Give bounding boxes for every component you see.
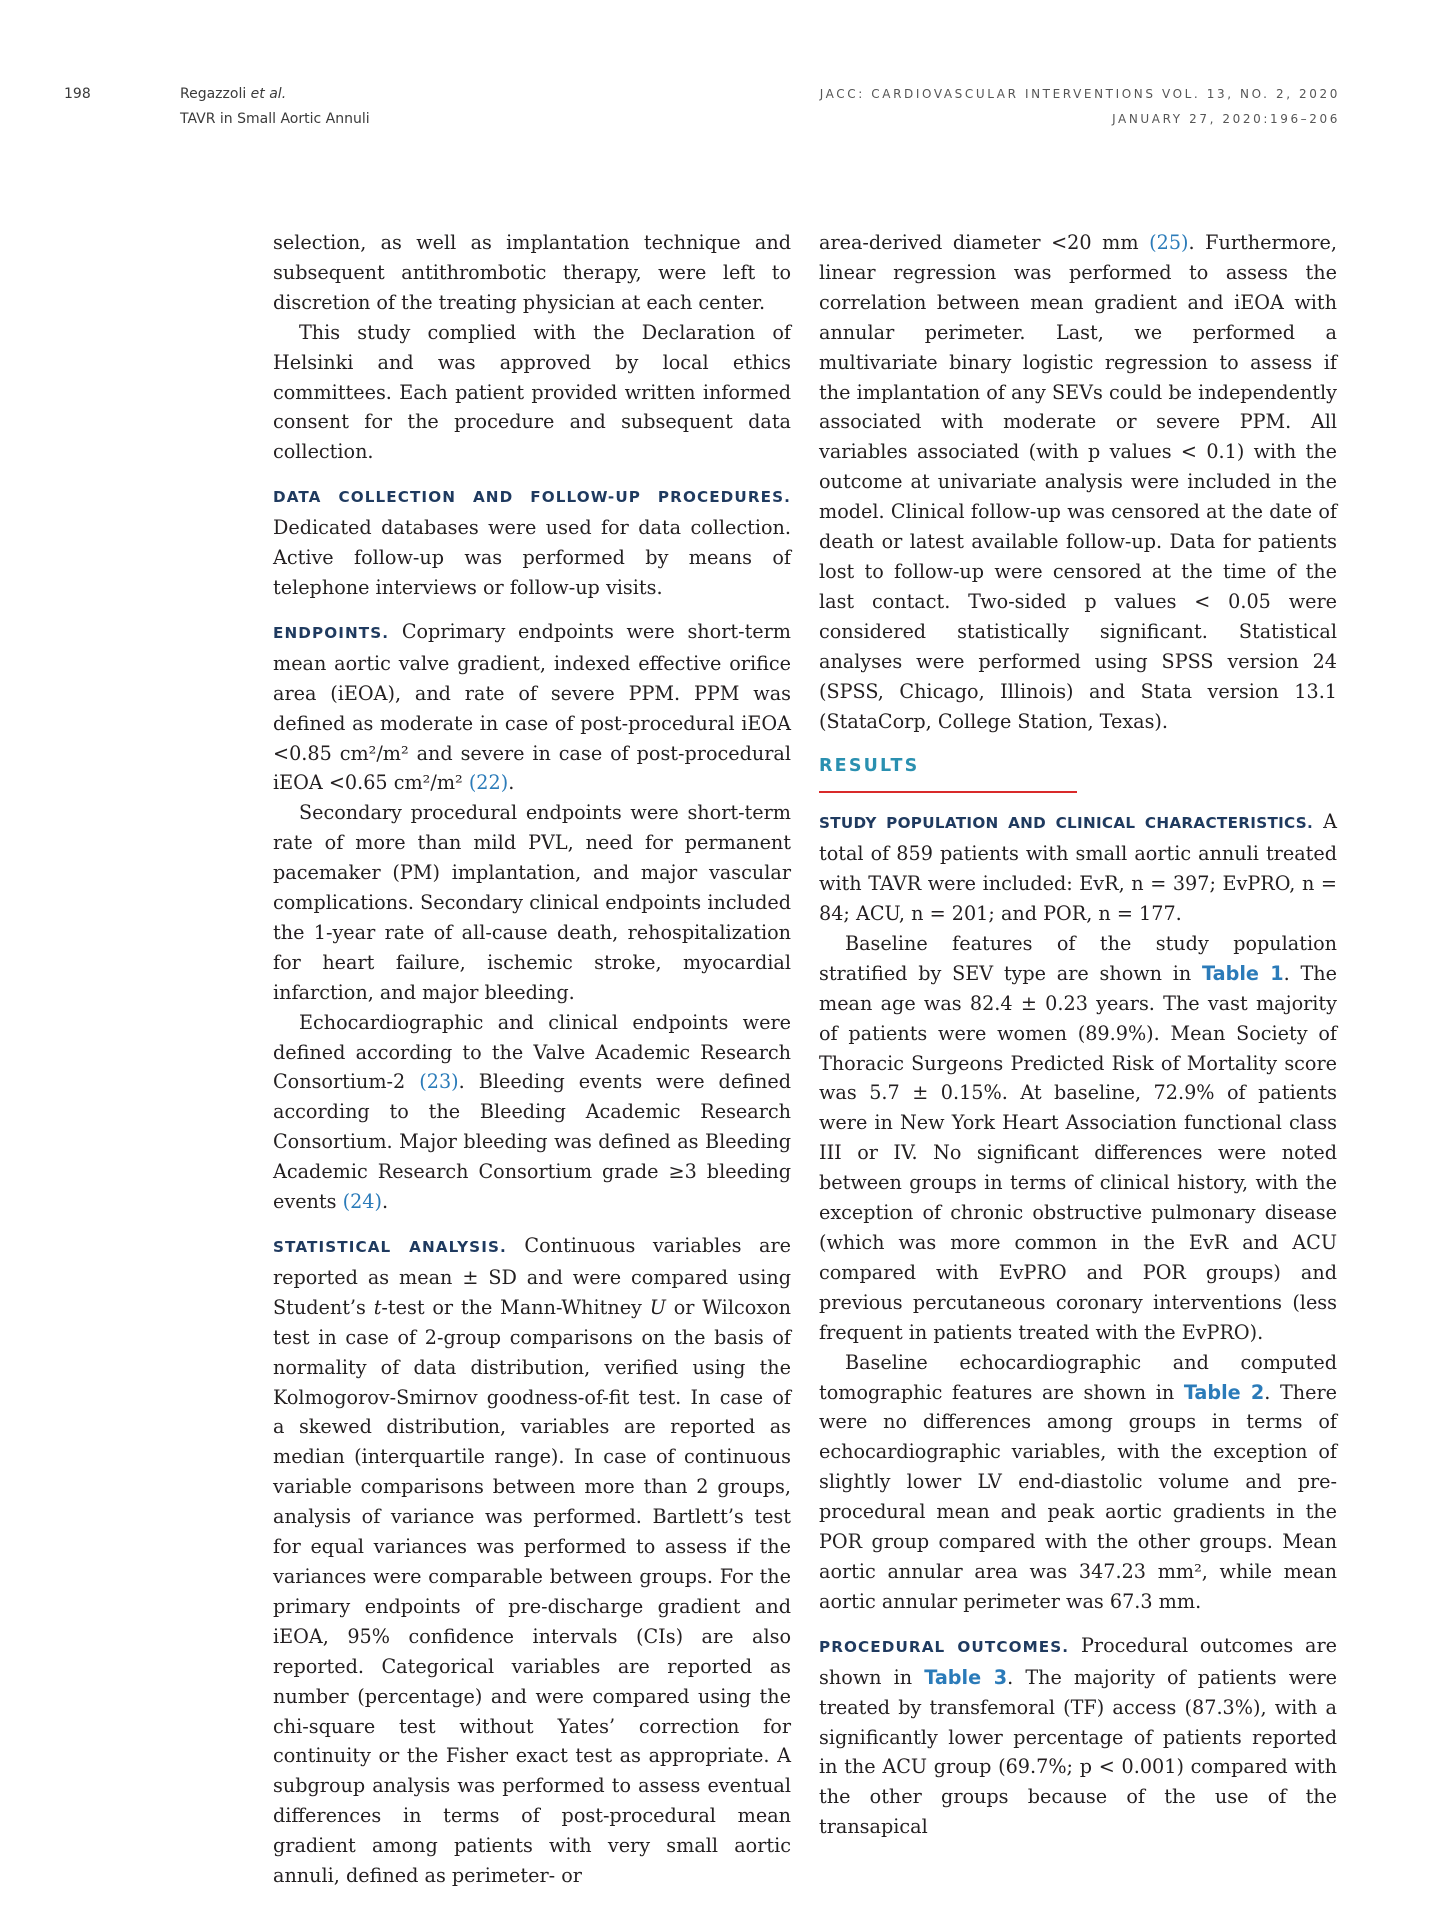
- baseline-text-b: . The mean age was 82.4 ± 0.23 years. The vast majority of patients were women (89.9%). Mean Society of Thoracic Surgeons Predicted Risk of Mortality score was 5.7 ± 0.15%. At baseline, 72.9% of patients were in New York Heart Association functional class III or IV. No significant differences were noted between groups in terms of clinical history, with the exception of chronic obstructive pulmonary disease (which was more common in the EvR and ACU compared with EvPRO and POR groups) and previous percutaneous coronary interventions (less frequent in patients treated with the EvPRO).: [819, 961, 1337, 1344]
- running-author: [180, 86, 286, 102]
- paragraph-data-collection: [273, 481, 791, 603]
- author-name: Regazzoli: [180, 86, 251, 102]
- citation-24[interactable]: (24): [342, 1190, 382, 1214]
- endpoints-text: Coprimary endpoints were short-term mean aortic valve gradient, indexed effective orifice area (iEOA), and rate of severe PPM. PPM was defined as moderate in case of post-procedural iEOA <0.85 cm²/m² and severe in case of post-procedural iEOA <0.65 cm²/m²: [273, 619, 791, 795]
- data-collection-text: Dedicated databases were used for data collection. Active follow-up was performed by means of telephone interviews or follow-up visits.: [273, 516, 791, 599]
- paragraph-stat-continued: [819, 228, 1337, 736]
- table-1-link[interactable]: Table 1: [1202, 961, 1284, 985]
- paragraph-study-population: [819, 807, 1337, 929]
- section-heading-results: RESULTS: [819, 756, 920, 777]
- heading-data-collection: DATA COLLECTION AND FOLLOW-UP PROCEDURES.: [273, 488, 791, 507]
- baseline-text-a: Baseline features of the study population stratified by SEV type are shown in: [819, 931, 1337, 985]
- endpoints-end: .: [508, 771, 515, 795]
- paragraph-selection: selection, as well as implantation technique and subsequent antithrombotic therapy, were left to discretion of the treating physician at each center.: [273, 231, 791, 314]
- stat-u-italic: U: [649, 1295, 666, 1319]
- right-column: [819, 228, 1337, 1842]
- issue-date-pages: JANUARY 27, 2020:196–206: [1112, 112, 1340, 126]
- table-3-link[interactable]: Table 3: [924, 1665, 1008, 1689]
- proc-text-a: Procedural outcomes are shown in: [819, 1633, 1338, 1689]
- left-column: [273, 228, 791, 1891]
- table-2-link[interactable]: Table 2: [1183, 1380, 1265, 1404]
- stat-text-a: Continuous variables are reported as mean ± SD and were compared using Student’s: [273, 1234, 791, 1319]
- paragraph-baseline-echo: [819, 1348, 1337, 1617]
- study-population-text: A total of 859 patients with small aortic annuli treated with TAVR were included: EvR, n = 397; EvPRO, n = 84; ACU, n = 201; and POR, n = 177.: [819, 810, 1337, 926]
- paragraph-echo-endpoints: [273, 1008, 791, 1217]
- stat-cont-b: . Furthermore, linear regression was performed to assess the correlation between mean gradient and iEOA with annular perimeter. Last, we performed a multivariate binary logistic regression to assess if the implantation of any SEVs could be independently associated with moderate or severe PPM. All variables associated (with p values < 0.1) with the outcome at univariate analysis were included in the model. Clinical follow-up was censored at the date of death or latest available follow-up. Data for patients lost to follow-up were censored at the time of the last contact. Two-sided p values < 0.05 were considered statistically significant. Statistical analyses were performed using SPSS version 24 (SPSS, Chicago, Illinois) and Stata version 13.1 (StataCorp, College Station, Texas).: [819, 231, 1337, 733]
- stat-text-c: or Wilcoxon test in case of 2-group comparisons on the basis of normality of data distribution, verified using the Kolmogorov-Smirnov goodness-of-fit test. In case of a skewed distribution, variables are reported as median (interquartile range). In case of continuous variable comparisons between more than 2 groups, analysis of variance was performed. Bartlett’s test for equal variances was performed to assess if the variances were comparable between groups. For the primary endpoints of pre-discharge gradient and iEOA, 95% confidence intervals (CIs) are also reported. Categorical variables are reported as number (percentage) and were compared using the chi-square test without Yates’ correction for continuity or the Fisher exact test as appropriate. A subgroup analysis was performed to assess eventual differences in terms of post-procedural mean gradient among patients with very small aortic annuli, defined as perimeter- or: [273, 1295, 791, 1888]
- paragraph-secondary-endpoints: Secondary procedural endpoints were short-term rate of more than mild PVL, need for permanent pacemaker (PM) implantation, and major vascular complications. Secondary clinical endpoints included the 1-year rate of all-cause death, rehospitalization for heart failure, ischemic stroke, myocardial infarction, and major bleeding.: [273, 801, 791, 1004]
- echo-text-b: . Bleeding events were defined according to the Bleeding Academic Research Consortium. Major bleeding was defined as Bleeding Academic Research Consortium grade ≥3 bleeding events: [273, 1070, 791, 1214]
- paragraph-baseline-features: [819, 929, 1337, 1348]
- page-number: 198: [64, 86, 91, 102]
- citation-22[interactable]: (22): [468, 771, 509, 795]
- paragraph-ethics: This study complied with the Declaration of Helsinki and was approved by local ethics committees. Each patient provided written informed consent for the procedure and subsequent data collection.: [273, 320, 791, 464]
- baseline-echo-a: Baseline echocardiographic and computed tomographic features are shown in: [819, 1350, 1337, 1404]
- stat-t-italic: t: [373, 1295, 382, 1319]
- baseline-echo-b: . There were no differences among groups in terms of echocardiographic variables, with the exception of slightly lower LV end-diastolic volume and pre-procedural mean and peak aortic gradients in the POR group compared with the other groups. Mean aortic annular area was 347.23 mm², while mean aortic annular perimeter was 67.3 mm.: [819, 1380, 1337, 1613]
- paragraph-statistical-analysis: [273, 1231, 791, 1891]
- heading-study-population: STUDY POPULATION AND CLINICAL CHARACTERISTICS.: [819, 814, 1314, 833]
- paragraph-endpoints: [273, 617, 791, 798]
- results-divider: [819, 791, 1077, 793]
- running-title: TAVR in Small Aortic Annuli: [180, 111, 370, 127]
- proc-text-b: . The majority of patients were treated by transfemoral (TF) access (87.3%), with a significantly lower percentage of patients reported in the ACU group (69.7%; p < 0.001) compared with the other groups because of the use of the transapical: [819, 1665, 1337, 1839]
- echo-text-a: Echocardiographic and clinical endpoints were defined according to the Valve Academic Research Consortium-2: [273, 1010, 791, 1094]
- echo-end: .: [381, 1190, 389, 1214]
- journal-name: JACC: CARDIOVASCULAR INTERVENTIONS VOL. 13, NO. 2, 2020: [819, 87, 1340, 101]
- paragraph-procedural-outcomes: [819, 1631, 1337, 1842]
- stat-text-b: -test or the Mann-Whitney: [381, 1295, 650, 1319]
- citation-23[interactable]: (23): [419, 1070, 459, 1094]
- stat-cont-a: area-derived diameter <20 mm: [819, 231, 1150, 254]
- heading-procedural-outcomes: PROCEDURAL OUTCOMES.: [819, 1637, 1070, 1656]
- author-etal: et al.: [250, 86, 287, 102]
- heading-statistical-analysis: STATISTICAL ANALYSIS.: [273, 1238, 507, 1256]
- heading-endpoints: ENDPOINTS.: [273, 623, 390, 642]
- citation-25[interactable]: (25): [1149, 231, 1189, 254]
